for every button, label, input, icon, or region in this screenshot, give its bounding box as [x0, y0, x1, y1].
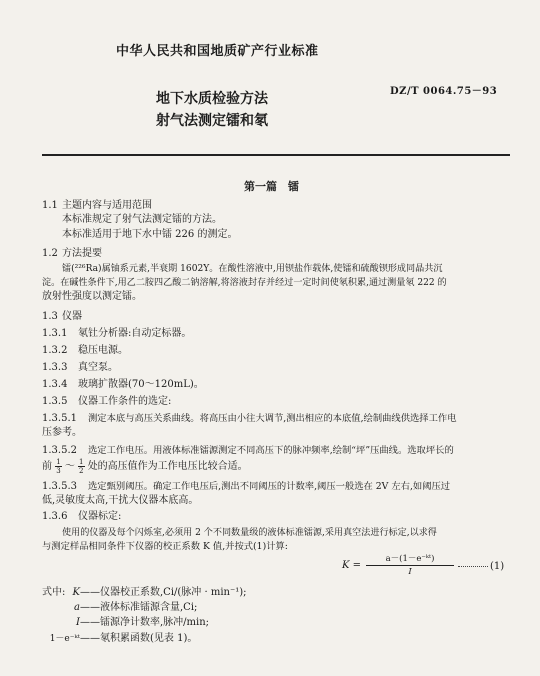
item-1-3-4-number: 1.3.4 [42, 379, 68, 390]
item-1-3-1-number: 1.3.1 [42, 328, 68, 339]
standard-code: DZ/T 0064.75－93 [390, 86, 498, 97]
part-title: 第一篇 镭 [244, 180, 299, 193]
item-1-3-5-3-line-2: 低,灵敏度太高,干扰大仪器本底高。 [42, 495, 199, 506]
item-1-3-5-3-number: 1.3.5.3 [42, 481, 77, 492]
legend-desc-accumulation: ——氡积累函数(见表 1)。 [80, 633, 198, 644]
section-1-3-heading: 仪器 [62, 311, 82, 322]
formula-numerator: a－(1－e⁻ᵏᵗ) [366, 554, 454, 566]
item-1-3-4-text: 玻璃扩散器(70～120mL)。 [78, 379, 204, 390]
item-1-3-3-text: 真空泵。 [78, 362, 118, 373]
item-1-3-6-number: 1.3.6 [42, 511, 68, 522]
item-1-3-5-1-number: 1.3.5.1 [42, 413, 77, 424]
fraction-one-half-numerator: 1 [79, 458, 84, 466]
document-title-line2: 射气法测定镭和氡 [156, 113, 268, 129]
legend-intro: 式中: [42, 587, 66, 598]
item-1-3-5-text: 仪器工作条件的选定: [78, 396, 172, 407]
header-rule [42, 154, 510, 156]
fraction-range-tilde: ～ [64, 461, 75, 472]
fraction-one-half-denominator: 2 [79, 467, 84, 475]
legend-symbol-i: I [76, 617, 80, 628]
item-1-3-5-2-line-2 [42, 458, 248, 476]
legend-desc-k: ——仪器校正系数,Ci/(脉冲 · min⁻¹); [80, 587, 247, 598]
section-1-2-heading: 方法提要 [62, 248, 102, 259]
section-1-2-line-1: 镭(²²⁶Ra)属铀系元素,半衰期 1602Y。在酸性溶液中,用钡盐作载体,使镭和硫酸钡形成同晶共沉 [62, 264, 443, 274]
item-1-3-5-2-prefix: 前 [42, 461, 52, 472]
item-1-3-5-number: 1.3.5 [42, 396, 68, 407]
section-1-1-heading: 主题内容与适用范围 [62, 200, 152, 211]
formula-denominator: I [408, 567, 412, 577]
fraction-one-third [55, 458, 61, 475]
section-1-1-para-1: 本标准规定了射气法测定镭的方法。 [62, 214, 222, 225]
section-1-2-number: 1.2 [42, 248, 58, 259]
fraction-one-half [78, 458, 84, 475]
section-1-3-number: 1.3 [42, 311, 58, 322]
item-1-3-5-2-suffix: 处的高压值作为工作电压比较合适。 [87, 461, 248, 472]
section-1-2-line-2: 淀。在碱性条件下,用乙二胺四乙酸二钠溶解,将溶液封存并经过一定时间使氡积累,通过测量氡 222 的 [42, 278, 447, 288]
item-1-3-5-1-line-2: 压参考。 [42, 427, 82, 438]
item-1-3-6-line-2: 与测定样品相同条件下仪器的校正系数 K 值,并按式(1)计算: [42, 541, 288, 552]
item-1-3-1-text: 氡钍分析器:自动定标器。 [78, 328, 192, 339]
section-1-2-line-3: 放射性强度以测定镭。 [42, 291, 142, 302]
fraction-one-third-denominator: 3 [56, 467, 61, 475]
document-title-line1: 地下水质检验方法 [156, 91, 268, 107]
formula-equation-number: (1) [490, 561, 505, 572]
item-1-3-2-text: 稳压电源。 [78, 345, 128, 356]
formula-lhs: K = [342, 560, 362, 571]
legend-desc-a: ——液体标准镭源含量,Ci; [80, 602, 198, 613]
section-1-1-number: 1.1 [42, 200, 58, 211]
formula-leader-dots [458, 566, 488, 567]
fraction-one-third-numerator: 1 [56, 458, 61, 466]
item-1-3-6-line-1: 使用的仪器及每个闪烁室,必须用 2 个不同数量级的液体标准镭源,采用真空法进行标定,以求得 [62, 528, 437, 538]
standard-org-title: 中华人民共和国地质矿产行业标准 [116, 44, 319, 59]
item-1-3-3-number: 1.3.3 [42, 362, 68, 373]
item-1-3-6-heading: 仪器标定: [78, 511, 122, 522]
item-1-3-2-number: 1.3.2 [42, 345, 68, 356]
legend-symbol-accumulation: 1－e⁻ᵏᵗ [49, 634, 80, 644]
legend-symbol-a: a [74, 602, 80, 613]
item-1-3-5-3-line-1: 选定甄别阈压。确定工作电压后,测出不同阈压的计数率,阈压一般选在 2V 左右,如阈压过 [88, 481, 451, 492]
section-1-1-para-2: 本标准适用于地下水中镭 226 的测定。 [62, 229, 238, 240]
legend-desc-i: ——镭源净计数率,脉冲/min; [80, 617, 210, 628]
legend-symbol-k: K [72, 587, 80, 598]
item-1-3-5-2-line-1: 选定工作电压。用液体标准镭源测定不同高压下的脉冲频率,绘制“坪”压曲线。选取坪长的 [88, 445, 454, 456]
item-1-3-5-1-line-1: 测定本底与高压关系曲线。将高压由小往大调节,测出相应的本底值,绘制曲线供选择工作电 [88, 413, 457, 424]
item-1-3-5-2-number: 1.3.5.2 [42, 445, 77, 456]
